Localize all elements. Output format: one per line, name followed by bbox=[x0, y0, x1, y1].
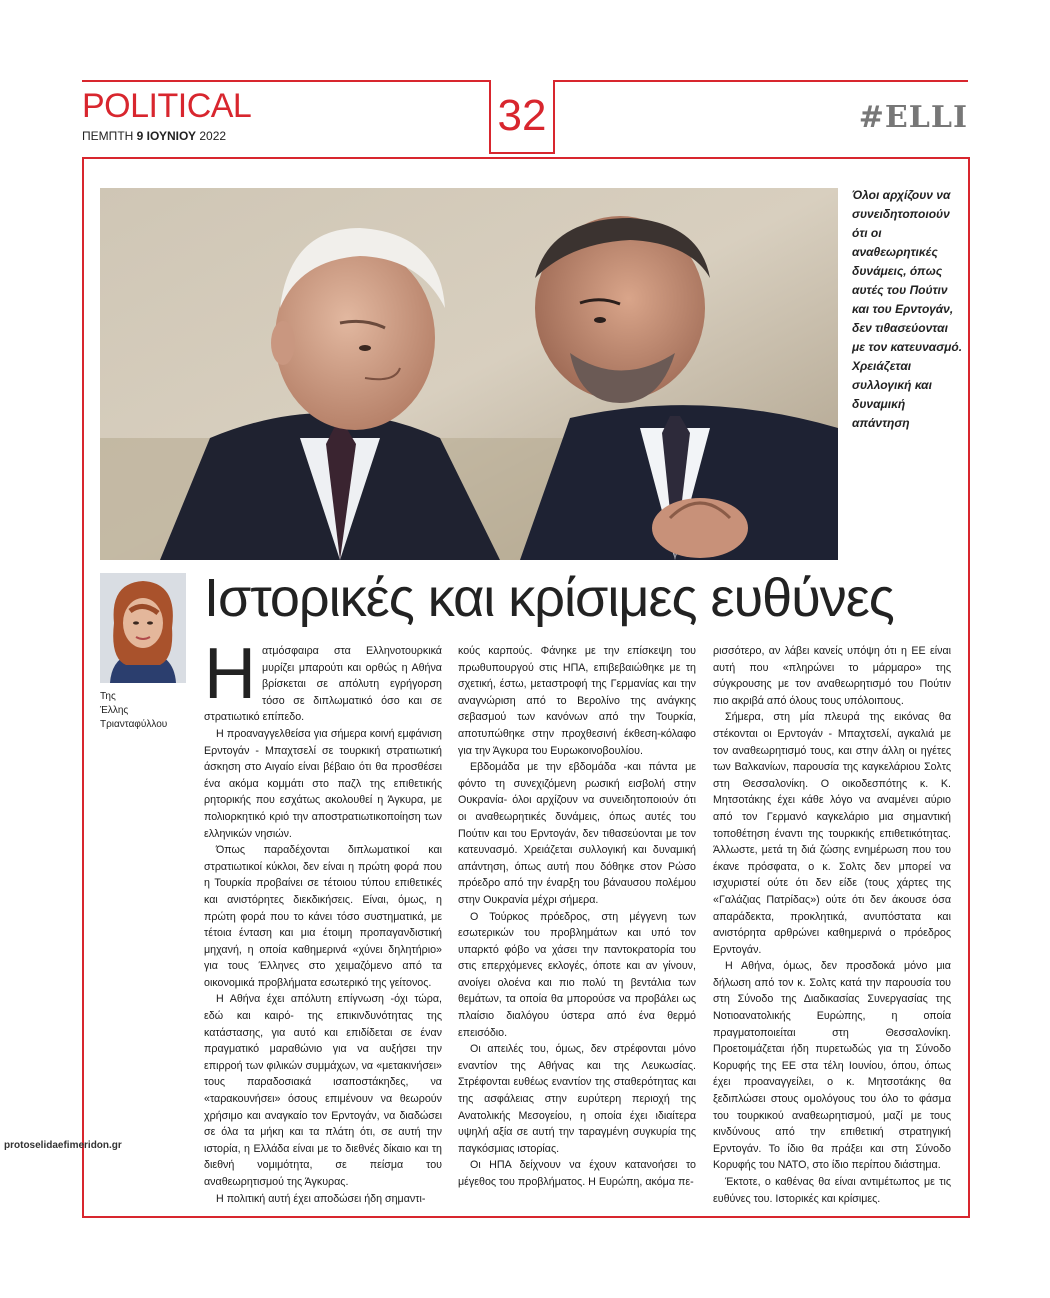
page-number: 32 bbox=[497, 91, 547, 140]
date-year: 2022 bbox=[196, 129, 227, 143]
author-last-name: Τριανταφύλλου bbox=[100, 719, 168, 730]
author-first-name: Έλλης bbox=[100, 705, 129, 716]
paragraph: Όπως παραδέχονται διπλωματικοί και στρατιωτικοί κύκλοι, δεν είναι η πρώτη φορά που η Τουρκία προβαίνει σε τέτοιου τύπου επιθετικές και ανιστόρητες διεκδικήσεις. Είναι, όμως, η πρώτη φορά που το κάνει τόσο συστηματικά, με τέτοια ένταση και μια έτοιμη προπαγανδιστική μηχανή, η οποία καθημερινά «χύνει δηλητήριο» για τους Έλληνες στο χειμαζόμενο από τα οικονομικά προβλήματα εσωτερικό της γείτονος. bbox=[204, 844, 442, 989]
paragraph: Η προαναγγελθείσα για σήμερα κοινή εμφάνιση Ερντογάν - Μπαχτσελί σε τουρκική στρατιωτική άσκηση στο Αιγαίο είναι βέβαιο ότι θα προσθέσει ένα ακόμα κομμάτι στο παζλ της επιθετικής ρητορικής που εσχάτως ακολουθεί η Άγκυρα, με πολιορκητικό κριό την αποστρατιωτικοποίηση των ελληνικών νησιών. bbox=[204, 727, 442, 840]
lead-photo bbox=[100, 188, 838, 560]
paragraph: Οι απειλές του, όμως, δεν στρέφονται μόνο εναντίον της Αθήνας και της Λευκωσίας. Στρέφονται ευθέως εναντίον της σταθερότητας και της ασφάλειας στην ευρύτερη περιοχή της Ανατολικής Μεσογείου, η οποία έχει ιδιαίτερα υψηλή αξία σε αυτή την ταραγμένη συγκυρία της παγκόσμιας ιστορίας. bbox=[458, 1043, 696, 1155]
author-byline bbox=[100, 690, 210, 732]
paragraph: Η πολιτική αυτή έχει αποδώσει ήδη σημαντι- bbox=[216, 1192, 426, 1205]
article-headline: Ιστορικές και κρίσιμες ευθύνες bbox=[204, 568, 894, 628]
date-day-month: 9 ΙΟΥΝΙΟΥ bbox=[136, 129, 197, 143]
brand-logo: #ELLI bbox=[858, 100, 968, 135]
paragraph bbox=[204, 634, 442, 726]
article-column-1 bbox=[204, 634, 442, 1207]
paragraph: Ο Τούρκος πρόεδρος, στη μέγγενη των εσωτερικών του προβλημάτων και υπό τον υπαρκτό φόβο να χάσει την παντοκρατορία του στις επερχόμενες εκλογές, όποτε και αν γίνουν, ανοίγει ολοένα και πιο πολύ τη βεντάλια των θεμάτων, τα οποία θα μπορούσε να προβάλει ως πλαίσιο διαλόγου ύστερα από ένα θερμό επεισόδιο. bbox=[458, 910, 696, 1039]
section-title: POLITICAL bbox=[82, 87, 252, 125]
article-column-3 bbox=[713, 643, 951, 1207]
paragraph: Η Αθήνα έχει απόλυτη επίγνωση -όχι τώρα, εδώ και καιρό- της επικινδυνότητας της κατάστασης, για αυτό και επιδίδεται σε έναν πραγματικό μαραθώνιο για να αυξήσει την επιρροή των φιλικών συμμάχων, να «μετακινήσει» τους παραδοσιακά ισαποστάκηδες, να «ταρακουνήσει» όσους επιμένουν να θεωρούν χρήσιμο και αναγκαίο τον Ερντογάν, να διαδώσει σε όλα τα μήκη και τα πλάτη ότι, σε αυτή την ιστορία, η Ελλάδα είναι με το διεθνές δίκαιο και τη διεθνή νομιμότητα, σε πείσμα του αναθεωρητισμού της Άγκυρας. bbox=[204, 993, 442, 1188]
paragraph: ρισσότερο, αν λάβει κανείς υπόψη ότι η ΕΕ είναι αυτή που «πληρώνει το μάρμαρο» της σύγκρουσης με τον αναθεωρητισμό του Πούτιν πιο ακριβά από όλους τους υπόλοιπους. bbox=[713, 645, 951, 707]
drop-cap: Η bbox=[204, 634, 256, 714]
photo-caption: Όλοι αρχίζουν να συνειδητοποιούν ότι οι αναθεωρητικές δυνάμεις, όπως αυτές του Πούτιν και του Ερντογάν, δεν τιθασεύονται με τον κατευνασμό. Χρειάζεται συλλογική και δυναμική απάντηση bbox=[852, 188, 963, 430]
date-weekday: ΠΕΜΠΤΗ bbox=[82, 129, 137, 143]
paragraph-text: ατμόσφαιρα στα Ελληνοτουρκικά μυρίζει μπαρούτι και ορθώς η Αθήνα βρίσκεται σε απόλυτη εγρήγορση τόσο σε διπλωματικό όσο και σε στρατιωτικό επίπεδο. bbox=[204, 645, 442, 724]
article-column-2 bbox=[458, 643, 696, 1191]
paragraph: κούς καρπούς. Φάνηκε με την επίσκεψη του πρωθυπουργού στις ΗΠΑ, επιβεβαιώθηκε με τη σχετική, έστω, μεταστροφή της Γερμανίας και την αναγνώριση από το Βερολίνο της ανάγκης σεβασμού των κανόνων από την Τουρκία, αποτυπώθηκε στην προχθεσινή έκθεση-κόλαφο για την Άγκυρα του Ευρωκοινοβουλίου. bbox=[458, 645, 696, 757]
author-photo bbox=[100, 573, 186, 683]
paragraph: Σήμερα, στη μία πλευρά της εικόνας θα στέκονται οι Ερντογάν - Μπαχτσελί, αγκαλιά με τον αναθεωρητισμό τους, και στην άλλη οι ηγέτες των Βαλκανίων, παρουσία της καγκελάριου Σολτς στη Θεσσαλονίκη. Ο οικοδεσπότης κ. Κ. Μητσοτάκης έχει κάθε λόγο να αναμένει αύριο από τον Γερμανό καγκελάριο μια σημαντική τοποθέτηση έναντι της τουρκικής επιθετικότητας. Άλλωστε, μετά τη διά ζώσης ενημέρωση που του έκανε πρόσφατα, ο κ. Σολτς δεν μπορεί να ισχυριστεί ούτε ότι δεν είδε (τους χάρτες της «Γαλάζιας Πατρίδας») ούτε ότι δεν άκουσε όσα απαράδεκτα, προκλητικά, ανυπόστατα και ανιστόρητα αρθρώνει καθημερινά ο πρόεδρος Ερντογάν. bbox=[713, 711, 951, 956]
page-number-box bbox=[489, 80, 555, 154]
paragraph: Έκτοτε, ο καθένας θα είναι αντιμέτωπος με τις ευθύνες του. Ιστορικές και κρίσιμες. bbox=[713, 1176, 951, 1205]
issue-date bbox=[82, 129, 226, 143]
byline-prefix: Της bbox=[100, 691, 116, 702]
paragraph: Η Αθήνα, όμως, δεν προσδοκά μόνο μια δήλωση από τον κ. Σολτς κατά την παρουσία του στη Σύνοδο της Διαδικασίας Συνεργασίας της Νοτιοανατολικής Ευρώπης, η οποία πραγματοποιείται στη Θεσσαλονίκη. Προετοιμάζεται ήδη πυρετωδώς για τη Σύνοδο Κορυφής της ΕΕ στα τέλη Ιουνίου, όπου, όπως έχει προαναγγείλει, ο κ. Μητσοτάκης θα ξεδιπλώσει στους ομολόγους του όλο το φάσμα του τουρκικού αναθεωρητισμού, μαζί με τους κινδύνους από την επιθετική στρατηγική Ερντογάν. Το ίδιο θα πράξει και στη Σύνοδο Κορυφής του ΝΑΤΟ, στο ίδιο περίπου διάστημα. bbox=[713, 960, 951, 1172]
source-watermark: protoselidaefimeridon.gr bbox=[4, 1140, 122, 1151]
paragraph: Εβδομάδα με την εβδομάδα -και πάντα με φόντο τη συνεχιζόμενη ρωσική εισβολή στην Ουκρανία- όλοι αρχίζουν να συνειδητοποιούν ότι οι αναθεωρητικές δυνάμεις, όπως αυτές του Πούτιν και του Ερντογάν, δεν τιθασεύονται με τον κατευνασμό. Χρειάζεται συλλογική και δυναμική απάντηση, όπως αυτή που δόθηκε στον Ρώσο πρόεδρο από την έναρξη του βάναυσου πολέμου στην Ουκρανία μέχρι σήμερα. bbox=[458, 761, 696, 906]
paragraph: Οι ΗΠΑ δείχνουν να έχουν κατανοήσει το μέγεθος του προβλήματος. Η Ευρώπη, ακόμα πε- bbox=[458, 1159, 696, 1188]
